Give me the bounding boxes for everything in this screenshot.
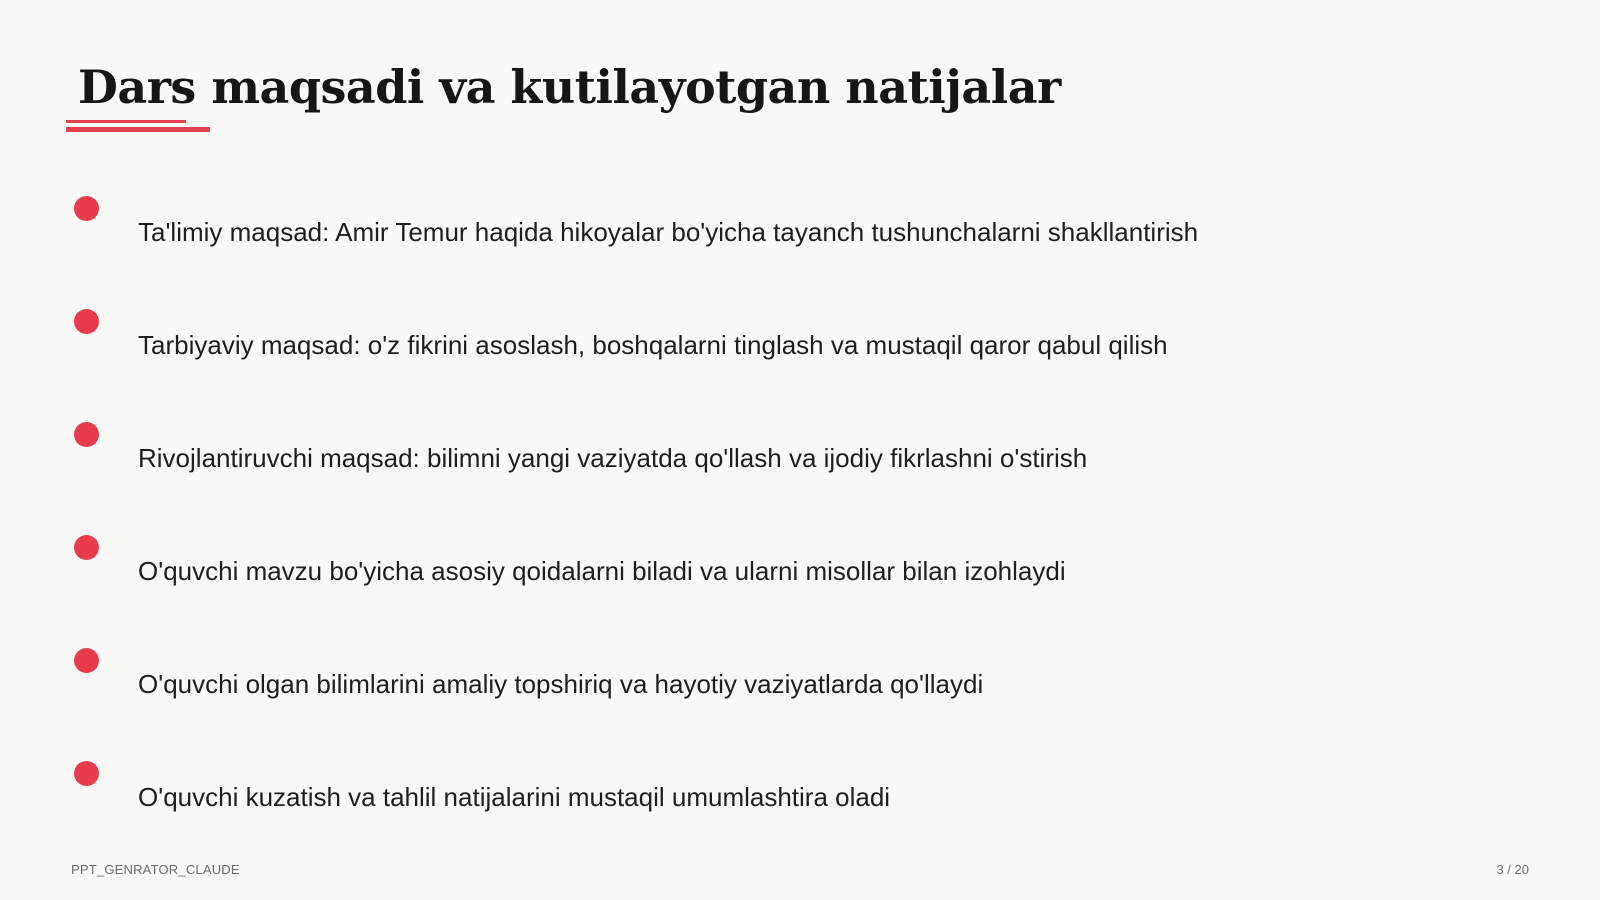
list-item (0, 535, 1600, 615)
bullet-dot-icon (74, 761, 99, 786)
list-item-text: O'quvchi kuzatish va tahlil natijalarini mustaqil umumlashtira oladi (138, 782, 891, 812)
bullet-dot-icon (74, 535, 99, 560)
list-item-text: Tarbiyaviy maqsad: o'z fikrini asoslash, boshqalarni tinglash va mustaqil qaror qabul qilish (138, 330, 1168, 360)
list-item (0, 422, 1600, 502)
list-item (0, 309, 1600, 389)
footer-brand: PPT_GENRATOR_CLAUDE (71, 862, 240, 877)
slide-title: Dars maqsadi va kutilayotgan natijalar (78, 60, 1061, 114)
list-item-text: Rivojlantiruvchi maqsad: bilimni yangi vaziyatda qo'llash va ijodiy fikrlashni o'stirish (138, 443, 1088, 473)
bullet-dot-icon (74, 196, 99, 221)
list-item-text: O'quvchi mavzu bo'yicha asosiy qoidalarni biladi va ularni misollar bilan izohlaydi (138, 556, 1066, 586)
bullet-dot-icon (74, 422, 99, 447)
bullet-dot-icon (74, 309, 99, 334)
page-indicator: 3 / 20 (1496, 862, 1529, 877)
list-item-text: Ta'limiy maqsad: Amir Temur haqida hikoyalar bo'yicha tayanch tushunchalarni shakllantirish (138, 217, 1199, 247)
bullet-dot-icon (74, 648, 99, 673)
list-item (0, 196, 1600, 276)
list-item (0, 648, 1600, 728)
list-item (0, 761, 1600, 841)
list-item-text: O'quvchi olgan bilimlarini amaliy topshiriq va hayotiy vaziyatlarda qo'llaydi (138, 669, 984, 699)
